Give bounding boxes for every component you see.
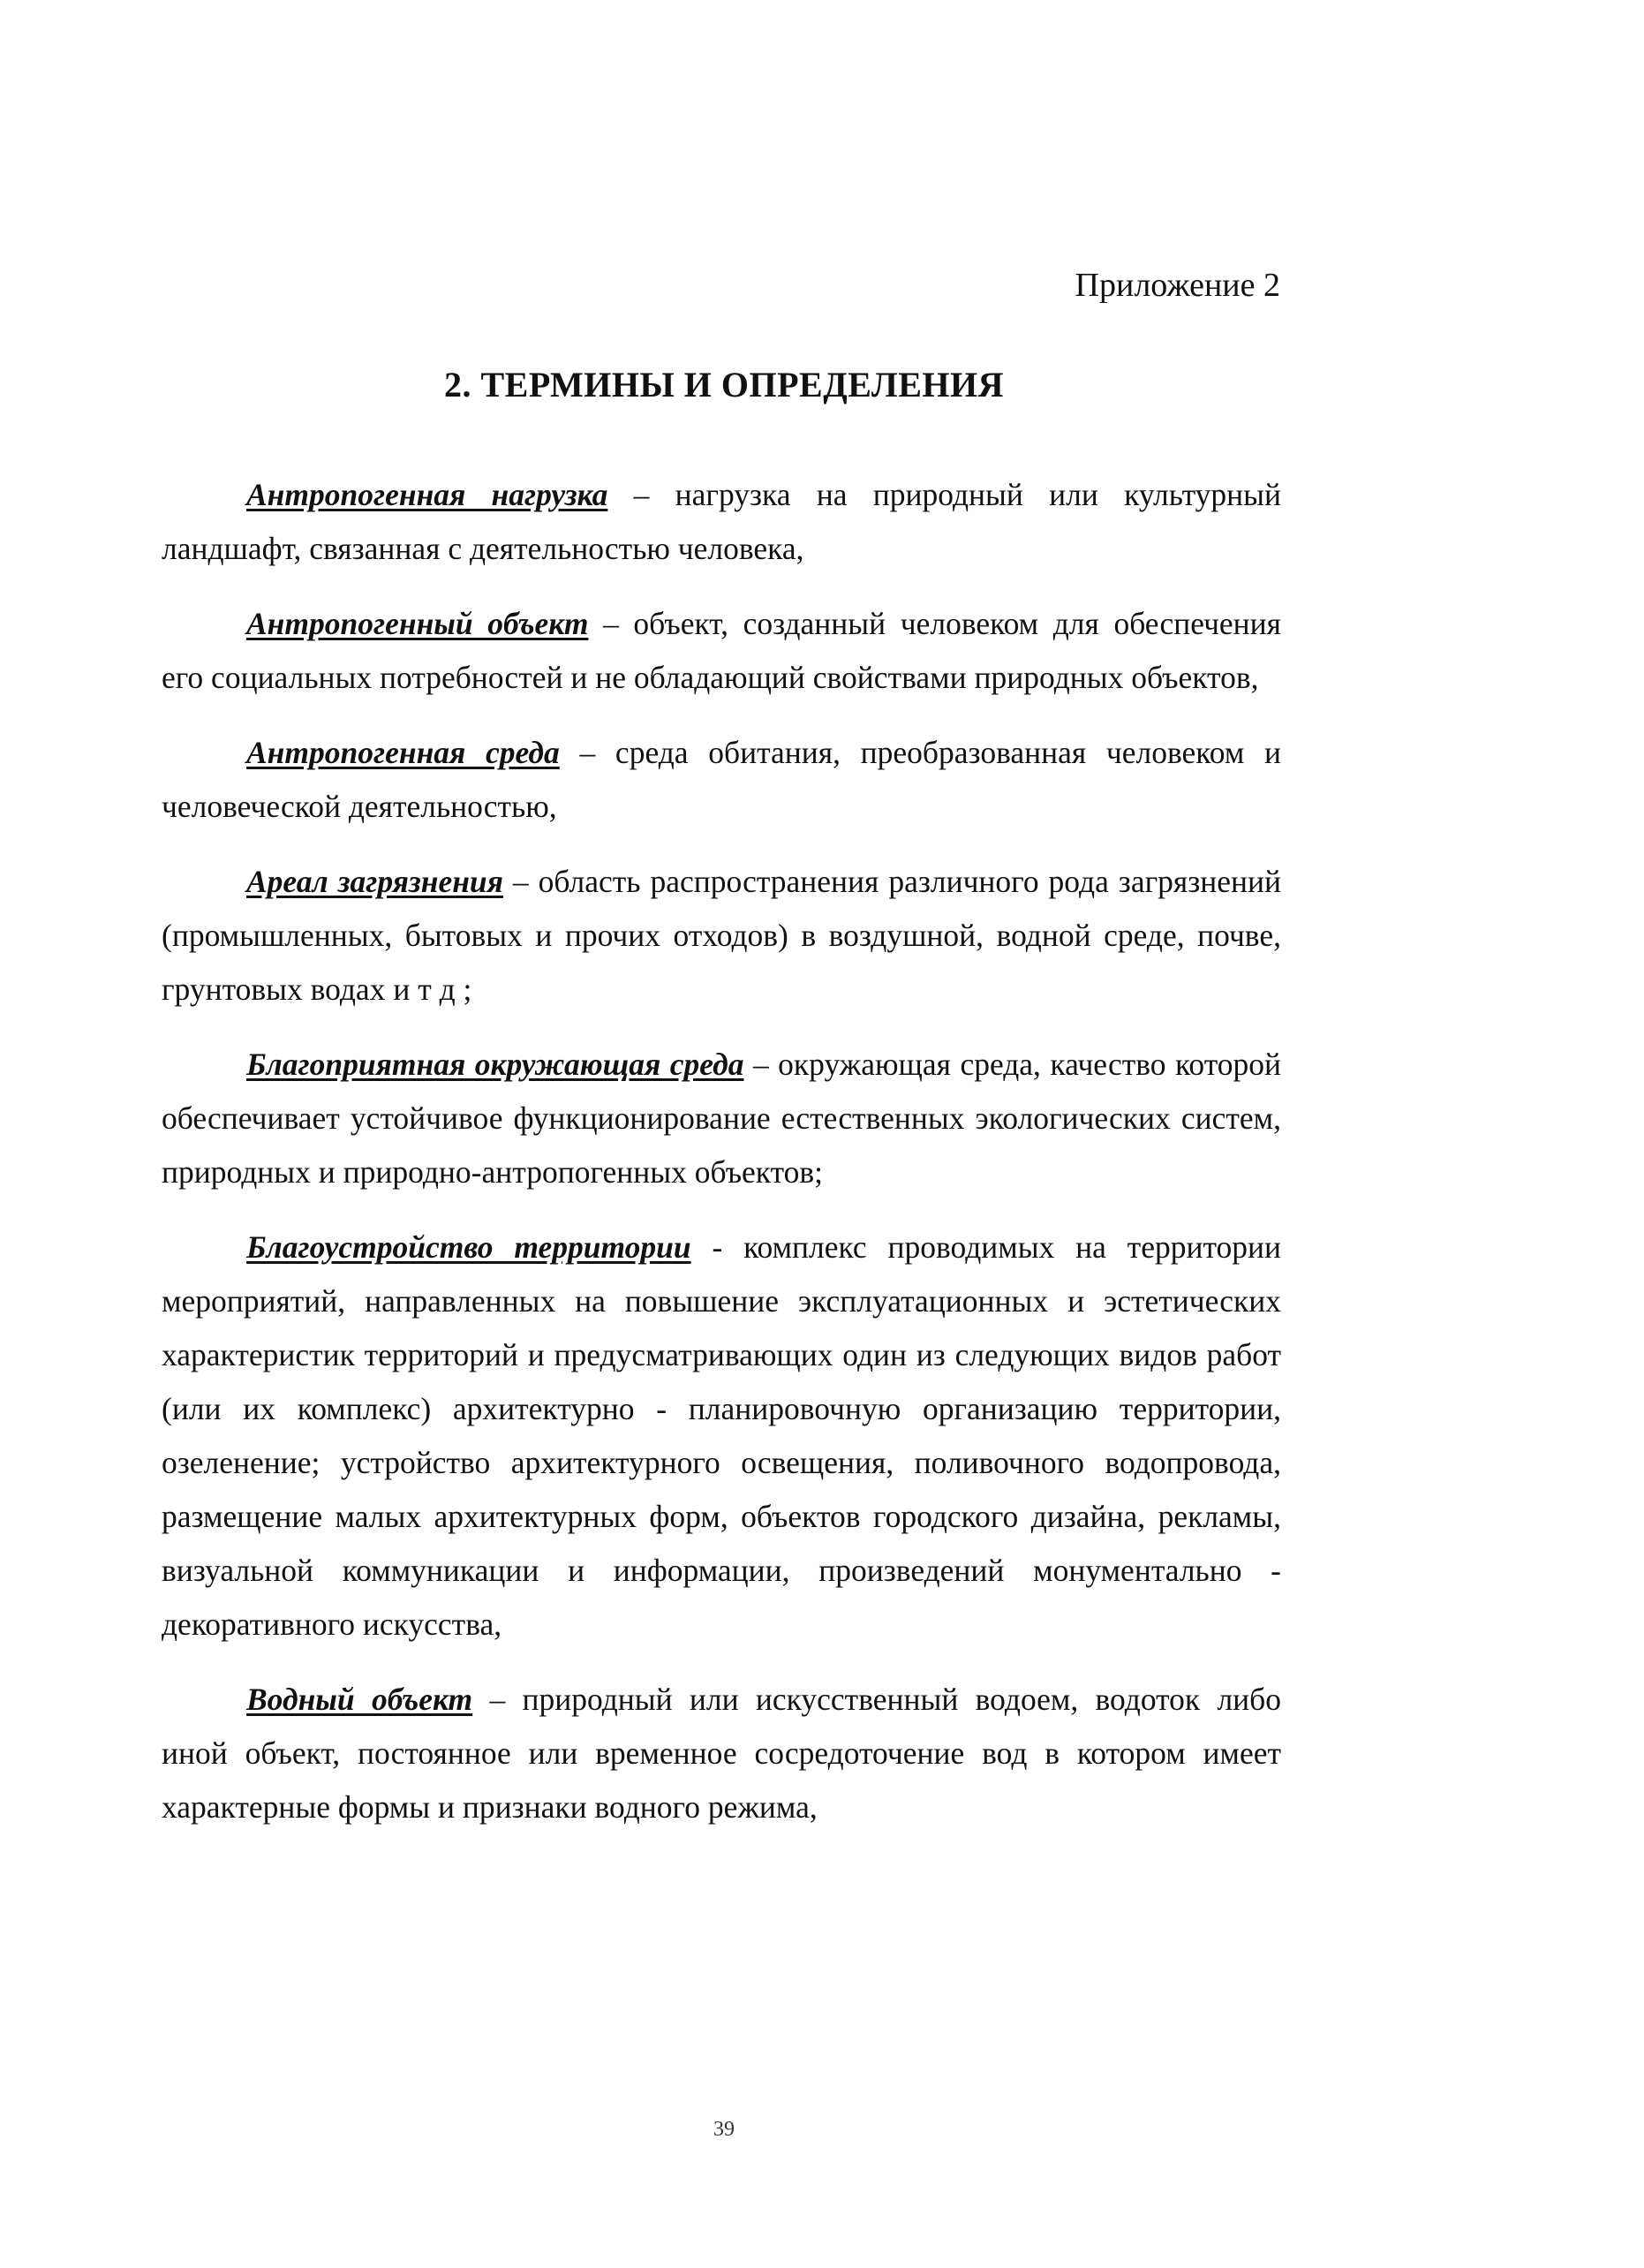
term-entry: [162, 1673, 1281, 1834]
appendix-label: Приложение 2: [1075, 267, 1280, 304]
terms-list: [162, 468, 1281, 1856]
term-entry: [162, 1221, 1281, 1652]
term-definition: – область распространения различного рода загрязнений (промышленных, бытовых и прочих отходов) в воздушной, водной среде, почве, грунтовых водах и т д ;: [162, 864, 1281, 1007]
term-name: Антропогенная среда: [246, 735, 560, 770]
term-entry: [162, 726, 1281, 834]
section-title: 2. ТЕРМИНЫ И ОПРЕДЕЛЕНИЯ: [443, 365, 1004, 404]
term-definition: – среда обитания, преобразованная человеком и человеческой деятельностью,: [162, 735, 1281, 824]
term-definition: – окружающая среда, качество которой обеспечивает устойчивое функционирование естественных экологических систем, природных и природно-антропогенных объектов;: [162, 1047, 1281, 1190]
term-definition: – нагрузка на природный или культурный ландшафт, связанная с деятельностью человека,: [162, 477, 1281, 566]
term-name: Благоустройство территории: [246, 1229, 691, 1265]
term-definition: – природный или искусственный водоем, водоток либо иной объект, постоянное или временное сосредоточение вод в котором имеет характерные формы и признаки водного режима,: [162, 1682, 1281, 1825]
term-entry: [162, 468, 1281, 576]
term-entry: [162, 1038, 1281, 1199]
term-definition: - комплекс проводимых на территории мероприятий, направленных на повышение эксплуатационных и эстетических характеристик территорий и предусматривающих один из следующих видов работ (или их комплекс) архитектурно - планировочную организацию территории, озеленение; устройство архитектурного освещения, поливочного водопровода, размещение малых архитектурных форм, объектов городского дизайна, рекламы, визуальной коммуникации и информации, произведений монументально - декоративного искусства,: [162, 1229, 1281, 1642]
term-name: Антропогенная нагрузка: [246, 477, 608, 512]
term-entry: [162, 855, 1281, 1017]
term-name: Ареал загрязнения: [246, 864, 503, 899]
term-name: Водный объект: [246, 1682, 473, 1717]
term-name: Антропогенный объект: [246, 606, 589, 641]
term-name: Благоприятная окружающая среда: [246, 1047, 744, 1082]
term-definition: – объект, созданный человеком для обеспечения его социальных потребностей и не обладающий свойствами природных объектов,: [162, 606, 1282, 695]
page-number: 39: [713, 2118, 735, 2141]
term-entry: [162, 597, 1281, 705]
